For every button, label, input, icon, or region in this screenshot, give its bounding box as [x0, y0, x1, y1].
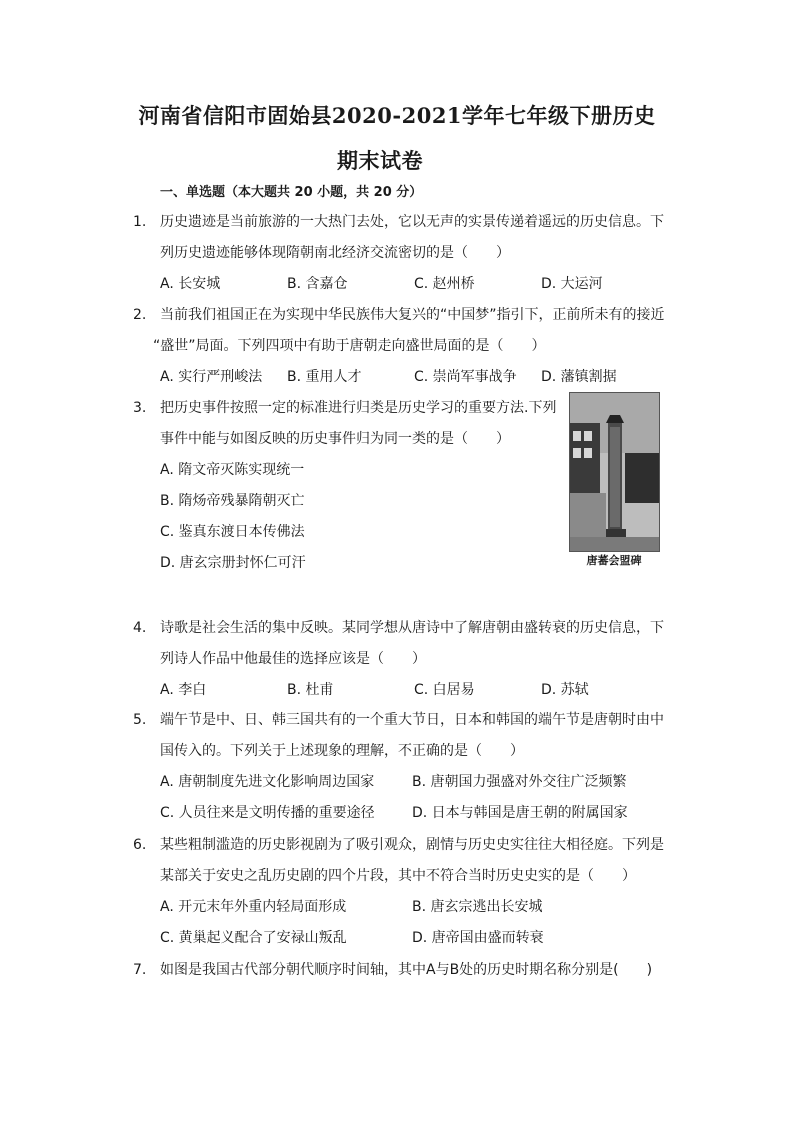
- option-c: C. 人员往来是文明传播的重要途径: [160, 805, 375, 821]
- question-1: [133, 207, 673, 300]
- options-row: [160, 362, 673, 393]
- option-d: D. 苏轼: [541, 682, 589, 698]
- option-b: B. 隋炀帝残暴隋朝灭亡: [160, 493, 305, 509]
- exam-title-line1: 河南省信阳市固始县2020-2021学年七年级下册历史: [138, 103, 656, 128]
- option-a: A. 实行严刑峻法: [160, 369, 263, 385]
- question-stem-line: 列历史遗迹能够体现隋朝南北经济交流密切的是（ ）: [160, 245, 510, 261]
- question-number: 1.: [133, 214, 147, 230]
- option-a: A. 长安城: [160, 276, 221, 292]
- question-number: 2.: [133, 307, 147, 323]
- question-stem-line: 事件中能与如图反映的历史事件归为同一类的是（ ）: [160, 431, 510, 447]
- option-d: D. 日本与韩国是唐王朝的附属国家: [412, 805, 628, 821]
- option-d: D. 唐帝国由盛而转衰: [412, 930, 544, 946]
- options-row: [160, 675, 673, 706]
- stele-image: [570, 393, 659, 551]
- option-c: C. 黄巢起义配合了安禄山叛乱: [160, 930, 347, 946]
- option-b: B. 重用人才: [287, 369, 362, 385]
- question-number: 7.: [133, 962, 147, 978]
- question-3: [133, 393, 558, 579]
- section-heading: 一、单选题（本大题共 20 小题，共 20 分）: [160, 185, 423, 200]
- options-row: [160, 892, 673, 923]
- option-d: D. 唐玄宗册封怀仁可汗: [160, 555, 306, 571]
- question-stem-line: 诗歌是社会生活的集中反映。某同学想从唐诗中了解唐朝由盛转衰的历史信息，下: [160, 620, 664, 636]
- question-6: [133, 830, 673, 954]
- question-5: [133, 705, 673, 829]
- options-row: [160, 798, 673, 829]
- option-c: C. 白居易: [414, 682, 475, 698]
- question-4: [133, 613, 673, 706]
- option-a: A. 隋文帝灭陈实现统一: [160, 462, 305, 478]
- question-2: [133, 300, 673, 393]
- question-stem-line: 如图是我国古代部分朝代顺序时间轴，其中A与B处的历史时期名称分别是( ): [160, 962, 653, 978]
- question-number: 4.: [133, 620, 147, 636]
- question-number: 5.: [133, 712, 147, 728]
- question-stem-line: 端午节是中、日、韩三国共有的一个重大节日，日本和韩国的端午节是唐朝时由中: [160, 712, 664, 728]
- question-7: [133, 955, 673, 986]
- option-c: C. 崇尚军事战争: [414, 369, 517, 385]
- option-d: D. 藩镇割据: [541, 369, 617, 385]
- stele-photo: [569, 392, 660, 552]
- question-number: 6.: [133, 837, 147, 853]
- exam-title-line2: 期末试卷: [337, 148, 423, 173]
- question-stem-line: 历史遗迹是当前旅游的一大热门去处，它以无声的实景传递着遥远的历史信息。下: [160, 214, 664, 230]
- option-b: B. 唐朝国力强盛对外交往广泛频繁: [412, 774, 627, 790]
- option-a: A. 唐朝制度先进文化影响周边国家: [160, 774, 375, 790]
- question-number: 3.: [133, 400, 147, 416]
- option-b: B. 唐玄宗逃出长安城: [412, 899, 543, 915]
- options-row: [160, 923, 673, 954]
- question-stem-line: 国传入的。下列关于上述现象的理解，不正确的是（ ）: [160, 743, 524, 759]
- option-b: B. 杜甫: [287, 682, 334, 698]
- option-a: A. 李白: [160, 682, 207, 698]
- question-stem-line: 列诗人作品中他最佳的选择应该是（ ）: [160, 651, 426, 667]
- question-stem-line: “盛世”局面。下列四项中有助于唐朝走向盛世局面的是（ ）: [153, 338, 546, 354]
- question-stem-line: 某些粗制滥造的历史影视剧为了吸引观众，剧情与历史史实往往大相径庭。下列是: [160, 837, 664, 853]
- option-c: C. 鉴真东渡日本传佛法: [160, 524, 305, 540]
- question-stem-line: 某部关于安史之乱历史剧的四个片段，其中不符合当时历史史实的是（ ）: [160, 868, 636, 884]
- option-d: D. 大运河: [541, 276, 603, 292]
- option-b: B. 含嘉仓: [287, 276, 348, 292]
- option-c: C. 赵州桥: [414, 276, 475, 292]
- figure-caption: 唐蕃会盟碑: [586, 554, 642, 567]
- question-stem-line: 把历史事件按照一定的标准进行归类是历史学习的重要方法.下列: [160, 400, 557, 416]
- question-stem-line: 当前我们祖国正在为实现中华民族伟大复兴的“中国梦”指引下，正前所未有的接近: [160, 307, 665, 323]
- option-a: A. 开元末年外重内轻局面形成: [160, 899, 347, 915]
- options-row: [160, 269, 673, 300]
- options-row: [160, 767, 673, 798]
